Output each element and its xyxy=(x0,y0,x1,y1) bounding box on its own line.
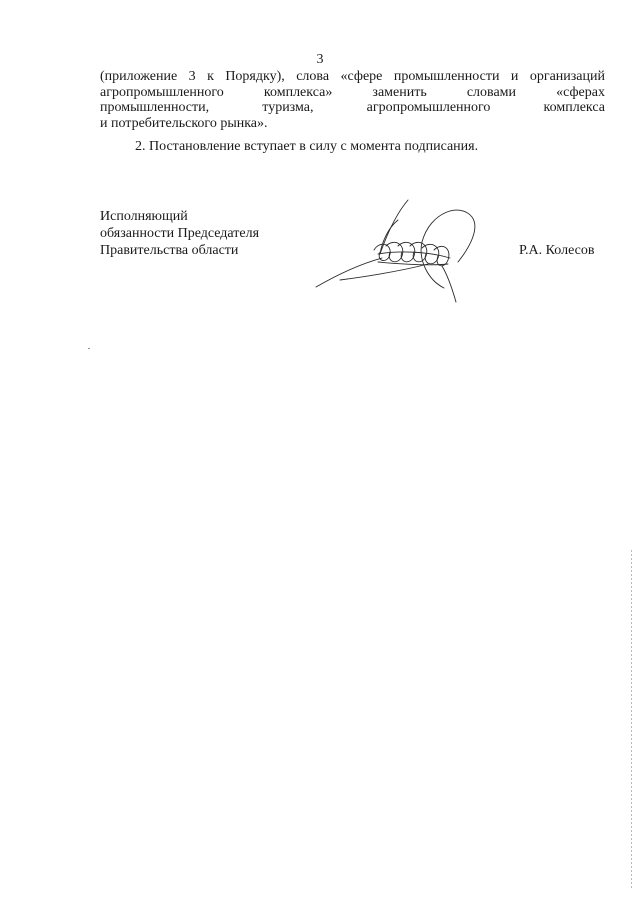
signer-title-line: обязанности Председателя xyxy=(100,226,260,241)
signer-title xyxy=(100,208,259,259)
paragraph-line: (приложение 3 к Порядку), слова «сфере промышленности и организаций xyxy=(100,69,605,84)
scan-edge-line xyxy=(631,550,632,890)
paragraph-line: агропромышленного комплекса» заменить словами «сферах xyxy=(100,84,605,100)
paragraph-line: промышленности, туризма, агропромышленного комплекса xyxy=(100,100,605,116)
paragraph-line: и потребительского рынка». xyxy=(100,115,268,131)
signer-title-line: Правительства области xyxy=(100,243,239,258)
signer-name: Р.А. Колесов xyxy=(519,243,595,258)
paragraph-amendment xyxy=(100,69,605,131)
handwritten-signature xyxy=(310,192,485,304)
scan-speck xyxy=(88,348,90,349)
paragraph-effective-date: 2. Постановление вступает в силу с момента подписания. xyxy=(135,139,479,154)
signer-title-line: Исполняющий xyxy=(100,209,188,224)
page-number: 3 xyxy=(316,52,324,67)
